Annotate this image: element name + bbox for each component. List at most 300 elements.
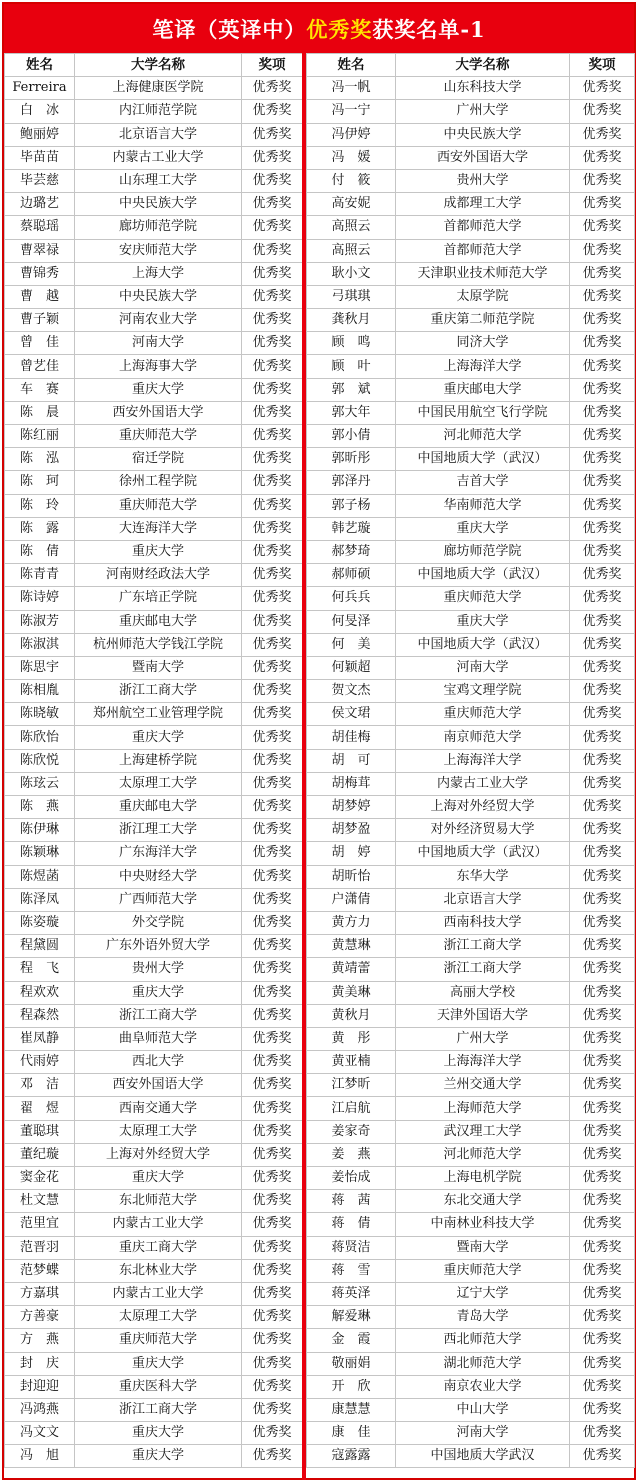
school-cell: 河南农业大学: [75, 309, 242, 332]
name-cell: 陈诗婷: [5, 587, 75, 610]
school-cell: 上海健康医学院: [75, 77, 242, 100]
name-cell: 曹子颖: [5, 309, 75, 332]
table-row: [5, 471, 303, 494]
school-cell: 大连海洋大学: [75, 517, 242, 540]
school-cell: 河北师范大学: [396, 1143, 570, 1166]
name-cell: 冯一宁: [307, 100, 396, 123]
table-row: [307, 703, 635, 726]
name-cell: 陈 玲: [5, 494, 75, 517]
table-row: [5, 285, 303, 308]
award-cell: 优秀奖: [570, 1422, 635, 1445]
name-cell: 耿小文: [307, 262, 396, 285]
award-cell: 优秀奖: [570, 285, 635, 308]
school-cell: 同济大学: [396, 332, 570, 355]
table-row: [5, 1120, 303, 1143]
award-cell: 优秀奖: [242, 1375, 303, 1398]
award-cell: 优秀奖: [570, 587, 635, 610]
name-cell: 陈玹云: [5, 772, 75, 795]
award-cell: 优秀奖: [570, 772, 635, 795]
award-cell: 优秀奖: [242, 355, 303, 378]
table-row: [5, 1445, 303, 1468]
school-cell: 西安外国语大学: [396, 146, 570, 169]
school-cell: 湖北师范大学: [396, 1352, 570, 1375]
school-cell: 中国地质大学（武汉）: [396, 448, 570, 471]
name-cell: 曹 越: [5, 285, 75, 308]
name-cell: 冯鸿燕: [5, 1398, 75, 1421]
award-cell: 优秀奖: [242, 1329, 303, 1352]
award-cell: 优秀奖: [242, 309, 303, 332]
table-row: [5, 146, 303, 169]
school-cell: 东北交通大学: [396, 1190, 570, 1213]
table-row: [307, 1445, 635, 1468]
header-award: 奖项: [570, 54, 635, 77]
table-row: [307, 1074, 635, 1097]
award-cell: 优秀奖: [570, 425, 635, 448]
name-cell: 胡昕怡: [307, 865, 396, 888]
table-row: [307, 123, 635, 146]
award-cell: 优秀奖: [570, 564, 635, 587]
name-cell: 弓琪琪: [307, 285, 396, 308]
table-row: [5, 1236, 303, 1259]
name-cell: Ferreira: [5, 77, 75, 100]
award-cell: 优秀奖: [570, 100, 635, 123]
table-row: [5, 517, 303, 540]
award-cell: 优秀奖: [570, 355, 635, 378]
award-cell: 优秀奖: [242, 216, 303, 239]
table-row: [5, 610, 303, 633]
name-cell: 杜文慧: [5, 1190, 75, 1213]
name-cell: 陈淑淇: [5, 633, 75, 656]
name-cell: 蒋贤洁: [307, 1236, 396, 1259]
school-cell: 重庆大学: [75, 726, 242, 749]
table-row: [5, 1306, 303, 1329]
award-cell: 优秀奖: [242, 1004, 303, 1027]
name-cell: 代雨婷: [5, 1051, 75, 1074]
award-cell: 优秀奖: [242, 1236, 303, 1259]
school-cell: 北京语言大学: [75, 123, 242, 146]
name-cell: 程黛圆: [5, 935, 75, 958]
name-cell: 寇露露: [307, 1445, 396, 1468]
table-row: [307, 1027, 635, 1050]
header-name: 姓名: [307, 54, 396, 77]
school-cell: 杭州师范大学钱江学院: [75, 633, 242, 656]
school-cell: 东华大学: [396, 865, 570, 888]
school-cell: 北京语言大学: [396, 888, 570, 911]
award-cell: 优秀奖: [242, 471, 303, 494]
school-cell: 兰州交通大学: [396, 1074, 570, 1097]
name-cell: 范晋羽: [5, 1236, 75, 1259]
award-cell: 优秀奖: [242, 1445, 303, 1468]
award-cell: 优秀奖: [570, 309, 635, 332]
award-cell: 优秀奖: [242, 842, 303, 865]
name-cell: 方 燕: [5, 1329, 75, 1352]
award-cell: 优秀奖: [570, 1398, 635, 1421]
school-cell: 浙江工商大学: [75, 1004, 242, 1027]
award-cell: 优秀奖: [570, 401, 635, 424]
award-cell: 优秀奖: [242, 935, 303, 958]
name-cell: 黄秋月: [307, 1004, 396, 1027]
table-row: [307, 146, 635, 169]
table-row: [5, 1004, 303, 1027]
school-cell: 重庆大学: [75, 378, 242, 401]
school-cell: 重庆大学: [75, 981, 242, 1004]
name-cell: 范梦蝶: [5, 1259, 75, 1282]
school-cell: 上海对外经贸大学: [75, 1143, 242, 1166]
school-cell: 太原理工大学: [75, 772, 242, 795]
award-cell: 优秀奖: [570, 1143, 635, 1166]
school-cell: 上海建桥学院: [75, 749, 242, 772]
table-row: [307, 1120, 635, 1143]
table-row: [307, 1190, 635, 1213]
table-row: [5, 169, 303, 192]
name-cell: 方善豪: [5, 1306, 75, 1329]
award-cell: 优秀奖: [570, 958, 635, 981]
award-cell: 优秀奖: [242, 285, 303, 308]
name-cell: 胡梅茸: [307, 772, 396, 795]
school-cell: 广东海洋大学: [75, 842, 242, 865]
award-cell: 优秀奖: [570, 935, 635, 958]
school-cell: 暨南大学: [396, 1236, 570, 1259]
table-row: [5, 239, 303, 262]
award-cell: 优秀奖: [570, 796, 635, 819]
table-row: [5, 656, 303, 679]
table-row: [307, 77, 635, 100]
award-cell: 优秀奖: [570, 865, 635, 888]
table-row: [307, 772, 635, 795]
table-row: [307, 332, 635, 355]
award-cell: 优秀奖: [242, 1282, 303, 1305]
table-row: [307, 239, 635, 262]
table-row: [5, 1213, 303, 1236]
award-cell: 优秀奖: [242, 610, 303, 633]
school-cell: 东北林业大学: [75, 1259, 242, 1282]
table-row: [5, 425, 303, 448]
school-cell: 西安外国语大学: [75, 401, 242, 424]
table-row: [307, 610, 635, 633]
table-row: [5, 981, 303, 1004]
name-cell: 金 霞: [307, 1329, 396, 1352]
table-row: [307, 680, 635, 703]
school-cell: 河南大学: [396, 656, 570, 679]
award-cell: 优秀奖: [242, 796, 303, 819]
award-cell: 优秀奖: [570, 193, 635, 216]
right-table-body: [307, 77, 635, 1468]
header-name: 姓名: [5, 54, 75, 77]
table-row: [307, 471, 635, 494]
school-cell: 上海海洋大学: [396, 1051, 570, 1074]
table-row: [307, 865, 635, 888]
school-cell: 太原理工大学: [75, 1306, 242, 1329]
name-cell: 高照云: [307, 239, 396, 262]
school-cell: 重庆师范大学: [396, 703, 570, 726]
name-cell: 毕苗苗: [5, 146, 75, 169]
award-cell: 优秀奖: [570, 332, 635, 355]
name-cell: 范里宜: [5, 1213, 75, 1236]
award-cell: 优秀奖: [242, 1027, 303, 1050]
name-cell: 姜家奇: [307, 1120, 396, 1143]
table-row: [5, 1074, 303, 1097]
school-cell: 南京师范大学: [396, 726, 570, 749]
name-cell: 江启航: [307, 1097, 396, 1120]
name-cell: 冯一帆: [307, 77, 396, 100]
name-cell: 郭子杨: [307, 494, 396, 517]
award-cell: 优秀奖: [570, 378, 635, 401]
school-cell: 青岛大学: [396, 1306, 570, 1329]
award-cell: 优秀奖: [242, 564, 303, 587]
school-cell: 中国地质大学武汉: [396, 1445, 570, 1468]
name-cell: 陈伊琳: [5, 819, 75, 842]
name-cell: 郭昕彤: [307, 448, 396, 471]
school-cell: 重庆大学: [75, 540, 242, 563]
table-row: [5, 1259, 303, 1282]
name-cell: 胡梦婷: [307, 796, 396, 819]
school-cell: 西南交通大学: [75, 1097, 242, 1120]
award-cell: 优秀奖: [242, 1213, 303, 1236]
school-cell: 内蒙古工业大学: [75, 146, 242, 169]
name-cell: 蒋 雪: [307, 1259, 396, 1282]
school-cell: 河南大学: [396, 1422, 570, 1445]
name-cell: 黄慧琳: [307, 935, 396, 958]
name-cell: 蒋英泽: [307, 1282, 396, 1305]
table-row: [307, 216, 635, 239]
award-cell: 优秀奖: [570, 633, 635, 656]
table-row: [5, 1051, 303, 1074]
award-cell: 优秀奖: [570, 1004, 635, 1027]
name-cell: 韩艺璇: [307, 517, 396, 540]
name-cell: 陈姿璇: [5, 911, 75, 934]
award-cell: 优秀奖: [242, 332, 303, 355]
award-cell: 优秀奖: [570, 888, 635, 911]
table-row: [5, 262, 303, 285]
award-cell: 优秀奖: [242, 703, 303, 726]
school-cell: 暨南大学: [75, 656, 242, 679]
name-cell: 胡 可: [307, 749, 396, 772]
name-cell: 高照云: [307, 216, 396, 239]
name-cell: 姜怡成: [307, 1167, 396, 1190]
table-row: [5, 332, 303, 355]
school-cell: 中央民族大学: [396, 123, 570, 146]
table-row: [307, 169, 635, 192]
name-cell: 郝梦琦: [307, 540, 396, 563]
award-cell: 优秀奖: [570, 146, 635, 169]
table-row: [5, 587, 303, 610]
school-cell: 中南林业科技大学: [396, 1213, 570, 1236]
school-cell: 重庆大学: [396, 610, 570, 633]
name-cell: 陈 泓: [5, 448, 75, 471]
school-cell: 宝鸡文理学院: [396, 680, 570, 703]
table-row: [307, 262, 635, 285]
name-cell: 董纪璇: [5, 1143, 75, 1166]
name-cell: 胡梦盈: [307, 819, 396, 842]
table-row: [307, 587, 635, 610]
name-cell: 黄方力: [307, 911, 396, 934]
name-cell: 冯 旭: [5, 1445, 75, 1468]
table-row: [5, 680, 303, 703]
name-cell: 户潇倩: [307, 888, 396, 911]
name-cell: 黄靖蕾: [307, 958, 396, 981]
school-cell: 贵州大学: [75, 958, 242, 981]
award-cell: 优秀奖: [570, 1352, 635, 1375]
school-cell: 内蒙古工业大学: [75, 1282, 242, 1305]
table-row: [5, 355, 303, 378]
table-row: [5, 1190, 303, 1213]
award-cell: 优秀奖: [242, 146, 303, 169]
award-cell: 优秀奖: [242, 1352, 303, 1375]
table-row: [307, 842, 635, 865]
table-row: [307, 935, 635, 958]
table-row: [5, 1097, 303, 1120]
name-cell: 何 美: [307, 633, 396, 656]
name-cell: 解爱琳: [307, 1306, 396, 1329]
name-cell: 陈欣怡: [5, 726, 75, 749]
name-cell: 陈 珂: [5, 471, 75, 494]
award-cell: 优秀奖: [242, 888, 303, 911]
school-cell: 重庆师范大学: [396, 1259, 570, 1282]
award-cell: 优秀奖: [242, 1422, 303, 1445]
left-table-container: [4, 53, 302, 1468]
award-cell: 优秀奖: [570, 1167, 635, 1190]
name-cell: 程 飞: [5, 958, 75, 981]
name-cell: 郭大年: [307, 401, 396, 424]
name-cell: 冯文文: [5, 1422, 75, 1445]
award-cell: 优秀奖: [242, 749, 303, 772]
name-cell: 陈红丽: [5, 425, 75, 448]
award-cell: 优秀奖: [242, 772, 303, 795]
name-cell: 冯 媛: [307, 146, 396, 169]
school-cell: 浙江工商大学: [396, 958, 570, 981]
award-cell: 优秀奖: [570, 1097, 635, 1120]
award-cell: 优秀奖: [242, 239, 303, 262]
award-cell: 优秀奖: [242, 123, 303, 146]
school-cell: 中国地质大学（武汉）: [396, 633, 570, 656]
name-cell: 何颖超: [307, 656, 396, 679]
table-row: [5, 1352, 303, 1375]
award-cell: 优秀奖: [570, 262, 635, 285]
award-cell: 优秀奖: [570, 494, 635, 517]
name-cell: 江梦昕: [307, 1074, 396, 1097]
school-cell: 西安外国语大学: [75, 1074, 242, 1097]
name-cell: 封 庆: [5, 1352, 75, 1375]
award-cell: 优秀奖: [570, 842, 635, 865]
award-cell: 优秀奖: [570, 1259, 635, 1282]
table-row: [307, 1352, 635, 1375]
award-cell: 优秀奖: [570, 911, 635, 934]
table-row: [5, 1329, 303, 1352]
award-cell: 优秀奖: [242, 819, 303, 842]
school-cell: 重庆医科大学: [75, 1375, 242, 1398]
table-row: [5, 540, 303, 563]
award-cell: 优秀奖: [570, 610, 635, 633]
school-cell: 重庆师范大学: [396, 587, 570, 610]
school-cell: 河南财经政法大学: [75, 564, 242, 587]
header-school: 大学名称: [75, 54, 242, 77]
award-cell: 优秀奖: [242, 77, 303, 100]
school-cell: 重庆第二师范学院: [396, 309, 570, 332]
name-cell: 黄美琳: [307, 981, 396, 1004]
table-row: [307, 309, 635, 332]
school-cell: 广东外语外贸大学: [75, 935, 242, 958]
table-row: [5, 1282, 303, 1305]
table-row: [307, 726, 635, 749]
table-row: [307, 1422, 635, 1445]
name-cell: 陈泽凤: [5, 888, 75, 911]
table-row: [307, 1097, 635, 1120]
award-cell: 优秀奖: [242, 1190, 303, 1213]
school-cell: 河北师范大学: [396, 425, 570, 448]
school-cell: 重庆工商大学: [75, 1236, 242, 1259]
school-cell: 中国地质大学（武汉）: [396, 842, 570, 865]
award-cell: 优秀奖: [570, 1051, 635, 1074]
school-cell: 郑州航空工业管理学院: [75, 703, 242, 726]
award-cell: 优秀奖: [570, 1375, 635, 1398]
school-cell: 成都理工大学: [396, 193, 570, 216]
name-cell: 顾 叶: [307, 355, 396, 378]
table-row: [307, 888, 635, 911]
school-cell: 太原理工大学: [75, 1120, 242, 1143]
name-cell: 曹锦秀: [5, 262, 75, 285]
name-cell: 白 冰: [5, 100, 75, 123]
school-cell: 山东科技大学: [396, 77, 570, 100]
award-cell: 优秀奖: [242, 865, 303, 888]
award-cell: 优秀奖: [242, 1120, 303, 1143]
school-cell: 重庆邮电大学: [396, 378, 570, 401]
award-cell: 优秀奖: [242, 1074, 303, 1097]
award-cell: 优秀奖: [570, 1190, 635, 1213]
school-cell: 重庆师范大学: [75, 494, 242, 517]
name-cell: 程森然: [5, 1004, 75, 1027]
name-cell: 董聪琪: [5, 1120, 75, 1143]
name-cell: 郭泽丹: [307, 471, 396, 494]
table-row: [307, 517, 635, 540]
school-cell: 廊坊师范学院: [396, 540, 570, 563]
school-cell: 上海大学: [75, 262, 242, 285]
school-cell: 山东理工大学: [75, 169, 242, 192]
school-cell: 安庆师范大学: [75, 239, 242, 262]
award-cell: 优秀奖: [242, 981, 303, 1004]
table-row: [5, 888, 303, 911]
school-cell: 上海电机学院: [396, 1167, 570, 1190]
award-cell: 优秀奖: [242, 1398, 303, 1421]
award-cell: 优秀奖: [570, 656, 635, 679]
table-row: [5, 842, 303, 865]
name-cell: 蒋 茜: [307, 1190, 396, 1213]
school-cell: 高丽大学校: [396, 981, 570, 1004]
table-row: [307, 981, 635, 1004]
award-cell: 优秀奖: [242, 262, 303, 285]
school-cell: 天津外国语大学: [396, 1004, 570, 1027]
school-cell: 武汉理工大学: [396, 1120, 570, 1143]
table-row: [5, 1422, 303, 1445]
award-cell: 优秀奖: [242, 401, 303, 424]
school-cell: 浙江工商大学: [75, 680, 242, 703]
right-header-row: [307, 54, 635, 77]
table-row: [307, 1213, 635, 1236]
award-cell: 优秀奖: [242, 1097, 303, 1120]
table-row: [5, 865, 303, 888]
table-row: [307, 1375, 635, 1398]
school-cell: 宿迁学院: [75, 448, 242, 471]
name-cell: 陈晓敏: [5, 703, 75, 726]
table-row: [307, 540, 635, 563]
name-cell: 侯文珺: [307, 703, 396, 726]
award-cell: 优秀奖: [570, 981, 635, 1004]
award-cell: 优秀奖: [242, 1306, 303, 1329]
name-cell: 冯伊婷: [307, 123, 396, 146]
table-row: [5, 772, 303, 795]
school-cell: 南京农业大学: [396, 1375, 570, 1398]
name-cell: 康 佳: [307, 1422, 396, 1445]
award-cell: 优秀奖: [570, 1329, 635, 1352]
